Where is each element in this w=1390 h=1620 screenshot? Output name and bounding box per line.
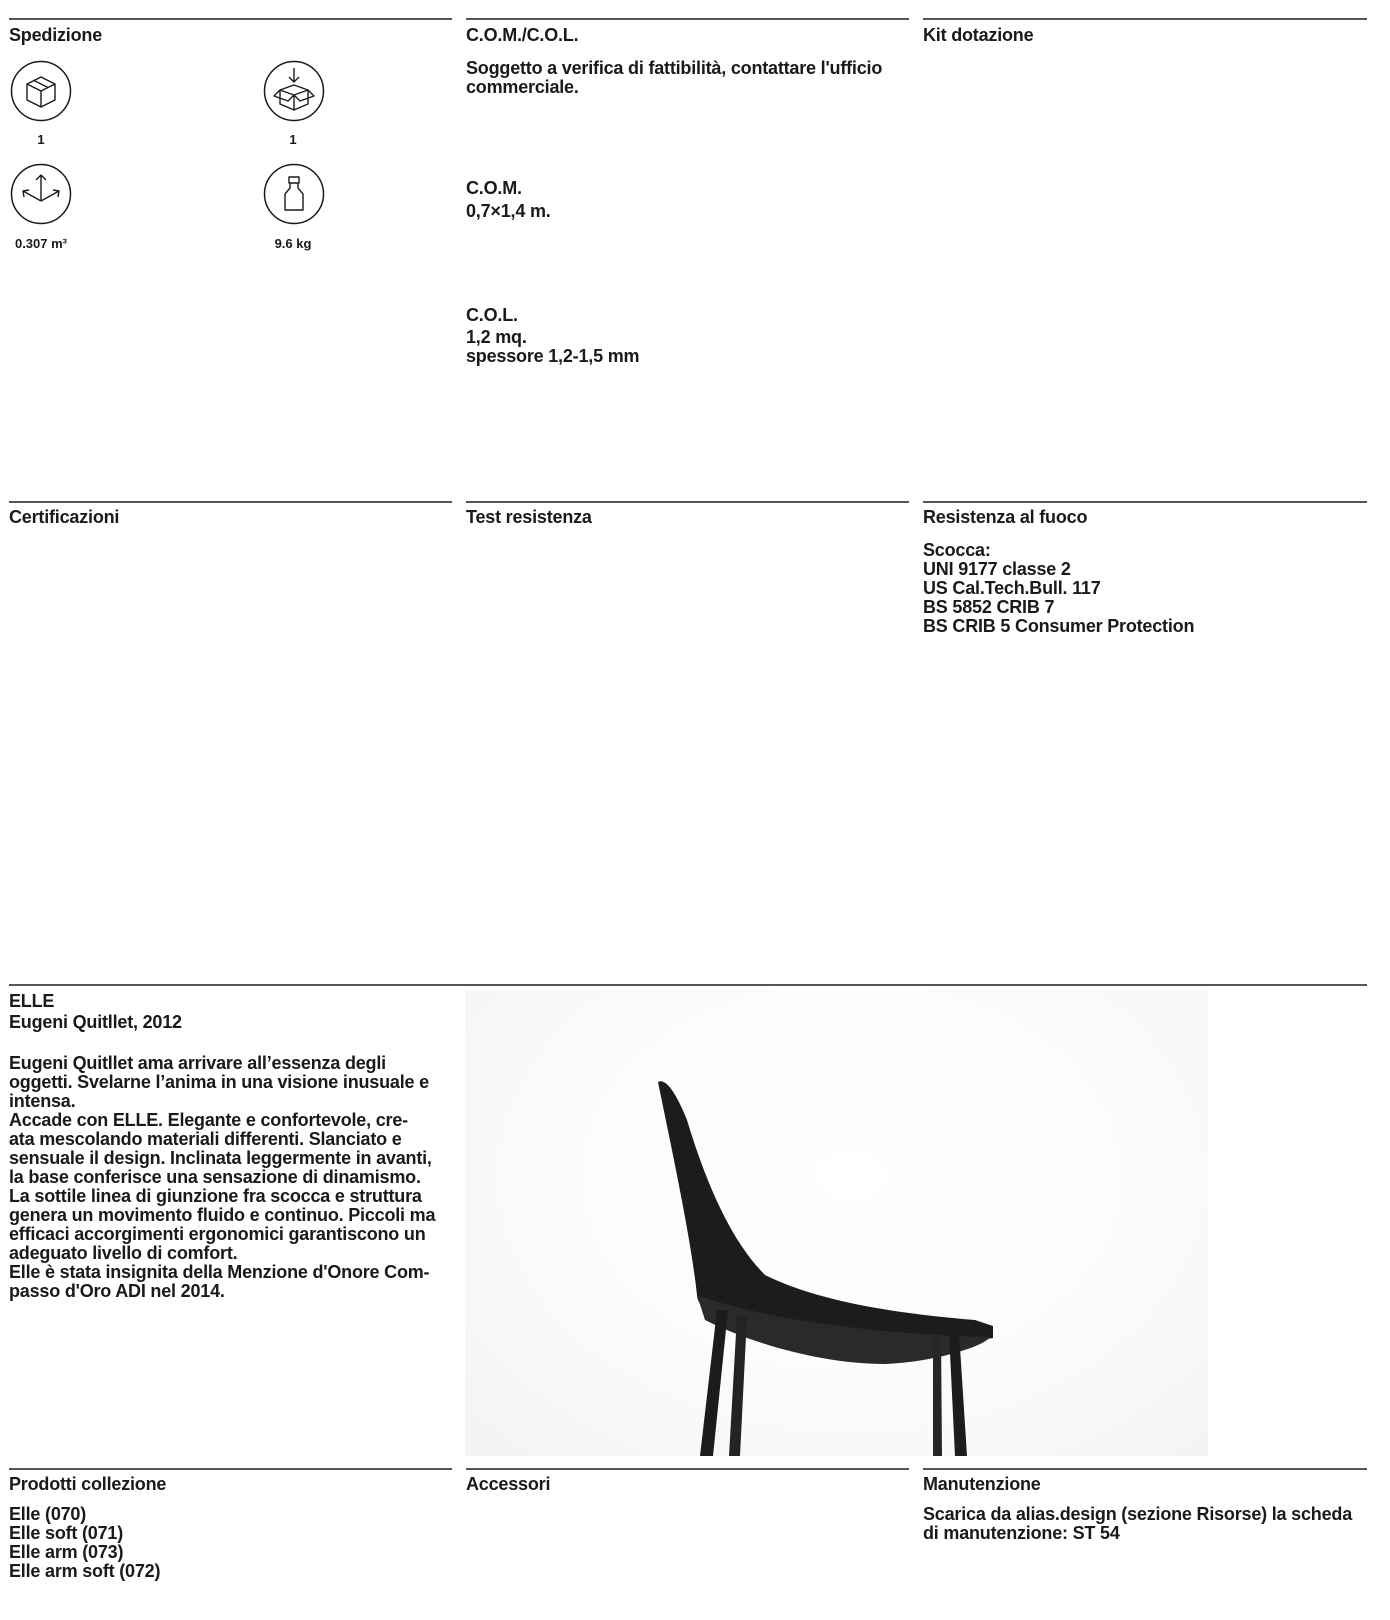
com-heading: C.O.M. [466, 178, 522, 198]
product-name: ELLE [9, 991, 55, 1011]
section-divider [9, 1468, 452, 1470]
chair-leg-back-left [729, 1316, 747, 1456]
open-box-arrow-icon [263, 60, 325, 122]
section-divider [466, 1468, 909, 1470]
product-photo [465, 990, 1208, 1456]
volume-arrows-icon [10, 163, 72, 225]
com-col-note: Soggetto a verifica di fattibilità, contattare l'ufficio commerciale. [466, 58, 883, 97]
package-count: 1 [37, 132, 45, 147]
volume-value: 0.307 m³ [14, 236, 68, 251]
weight-icon [263, 163, 325, 225]
maintenance-text: Scarica da alias.design (sezione Risorse) la scheda di manutenzione: ST 54 [923, 1504, 1352, 1543]
product-description: Eugeni Quitllet ama arrivare all’essenza degli oggetti. Svelarne l’anima in una visione inusuale e intensa. Accade con ELLE. Elegante e confortevole, cre- ata mescolando materiali differenti. Slanciato e sensuale il design. Inclinata leggermente in avanti, la base conferisce una sensazione di dinamismo. La sottile linea di giunzione fra scocca e struttura genera un movimento fluido e continuo. Piccoli ma efficaci accorgimenti ergonomici garantiscono un adeguato livello di comfort. Elle è stata insignita della Menzione d'Onore Com- passo d'Oro ADI nel 2014. [9, 1053, 436, 1301]
section-divider [923, 1468, 1367, 1470]
com-value: 0,7×1,4 m. [466, 201, 551, 221]
com-col-heading: C.O.M./C.O.L. [466, 25, 579, 45]
section-divider [9, 984, 1367, 986]
weight-value: 9.6 kg [274, 236, 312, 251]
section-divider [923, 18, 1367, 20]
kit-heading: Kit dotazione [923, 25, 1034, 45]
collection-list: Elle (070) Elle soft (071) Elle arm (073) Elle arm soft (072) [9, 1504, 161, 1581]
chair-leg-back-right [933, 1334, 942, 1456]
product-designer: Eugeni Quitllet, 2012 [9, 1012, 182, 1032]
package-box-icon [10, 60, 72, 122]
certifications-heading: Certificazioni [9, 507, 120, 527]
box-count: 1 [289, 132, 297, 147]
chair-leg-front-right [949, 1332, 967, 1456]
section-divider [923, 501, 1367, 503]
section-divider [466, 501, 909, 503]
collection-heading: Prodotti collezione [9, 1474, 167, 1494]
section-divider [9, 18, 452, 20]
fire-resistance-heading: Resistenza al fuoco [923, 507, 1088, 527]
maintenance-heading: Manutenzione [923, 1474, 1041, 1494]
accessories-heading: Accessori [466, 1474, 551, 1494]
chair-leg-front-left [700, 1310, 728, 1456]
resistance-test-heading: Test resistenza [466, 507, 592, 527]
col-heading: C.O.L. [466, 305, 518, 325]
section-divider [466, 18, 909, 20]
section-divider [9, 501, 452, 503]
fire-resistance-text: Scocca: UNI 9177 classe 2 US Cal.Tech.Bull. 117 BS 5852 CRIB 7 BS CRIB 5 Consumer Protection [923, 540, 1195, 636]
col-value: 1,2 mq. spessore 1,2-1,5 mm [466, 327, 640, 366]
shipping-heading: Spedizione [9, 25, 103, 45]
